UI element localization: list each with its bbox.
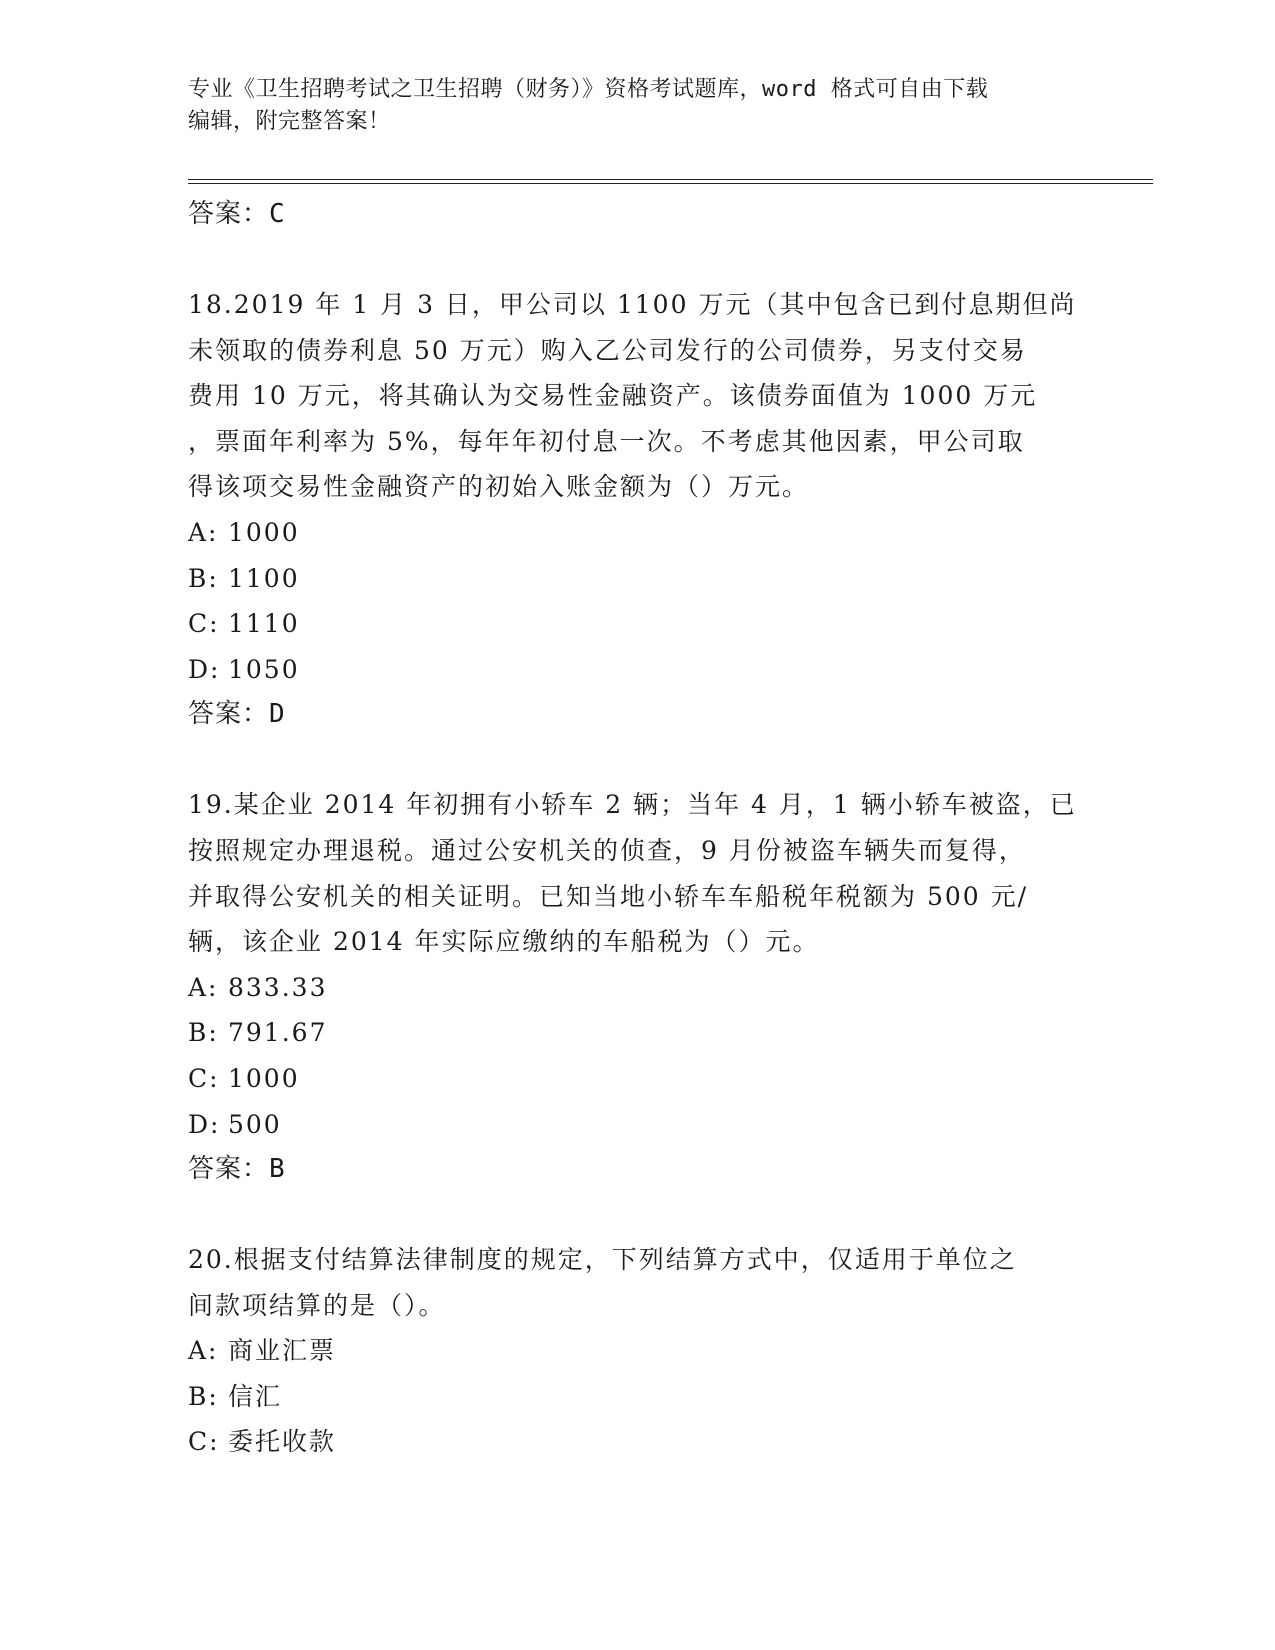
question-text-line: 未领取的债券利息 50 万元）购入乙公司发行的公司债券，另支付交易: [188, 335, 1027, 365]
document-header: [188, 74, 1088, 138]
option-text: 1100: [228, 563, 300, 593]
option-letter: B:: [188, 563, 219, 593]
option-letter: C:: [188, 609, 220, 639]
option-b: [188, 1010, 1088, 1056]
option-a: [188, 1328, 1088, 1374]
option-d: [188, 647, 1088, 693]
option-letter: D:: [188, 1109, 221, 1139]
question-text-line: 费用 10 万元，将其确认为交易性金融资产。该债券面值为 1000 万元: [188, 381, 1038, 411]
option-text: 1000: [228, 1063, 300, 1093]
option-letter: D:: [188, 654, 221, 684]
option-c: [188, 601, 1088, 647]
question-19: [188, 782, 1088, 1192]
option-text: 500: [228, 1109, 282, 1139]
question-text-line: 19.某企业 2014 年初拥有小轿车 2 辆；当年 4 月，1 辆小轿车被盗，已: [188, 790, 1077, 820]
option-letter: B:: [188, 1381, 219, 1411]
option-letter: C:: [188, 1427, 220, 1457]
question-text-line: 并取得公安机关的相关证明。已知当地小轿车车船税年税额为 500 元/: [188, 881, 1029, 911]
question-text-line: 18.2019 年 1 月 3 日，甲公司以 1100 万元（其中包含已到付息期但尚: [188, 290, 1077, 319]
header-line-1: 专业《卫生招聘考试之卫生招聘（财务）》资格考试题库，word 格式可自由下载: [188, 77, 989, 102]
header-line-2: 编辑，附完整答案！: [188, 109, 391, 134]
question-20: [188, 1237, 1088, 1465]
option-text: 1000: [228, 517, 300, 547]
option-d: [188, 1102, 1088, 1148]
option-text: 信汇: [228, 1381, 283, 1411]
option-b: [188, 1374, 1088, 1420]
option-text: 1050: [228, 654, 300, 684]
option-c: [188, 1056, 1088, 1102]
question-text-line: 辆，该企业 2014 年实际应缴纳的车船税为（）元。: [188, 927, 820, 957]
option-letter: A:: [188, 517, 219, 547]
header-divider-thick: [188, 179, 1153, 180]
option-text: 791.67: [228, 1018, 328, 1048]
option-text: 商业汇票: [228, 1336, 337, 1366]
option-a: [188, 965, 1088, 1011]
question-18: [188, 282, 1088, 737]
question-list: [188, 192, 1088, 1465]
option-c: [188, 1419, 1088, 1465]
header-divider-thin: [188, 183, 1153, 184]
question-text-line: ，票面年利率为 5%，每年年初付息一次。不考虑其他因素，甲公司取: [188, 426, 1025, 456]
answer-line: 答案：D: [188, 699, 286, 730]
question-text-line: 间款项结算的是（）。: [188, 1290, 446, 1320]
option-text: 委托收款: [228, 1427, 337, 1457]
option-b: [188, 556, 1088, 602]
option-letter: C:: [188, 1063, 220, 1093]
question-text-line: 按照规定办理退税。通过公安机关的侦查，9 月份被盗车辆失而复得，: [188, 835, 1026, 865]
option-letter: B:: [188, 1018, 219, 1048]
answer-line: 答案：B: [188, 1154, 286, 1185]
option-text: 833.33: [228, 972, 328, 1002]
option-letter: A:: [188, 1336, 219, 1366]
option-letter: A:: [188, 972, 219, 1002]
question-text-line: 得该项交易性金融资产的初始入账金额为（）万元。: [188, 472, 810, 502]
option-text: 1110: [228, 609, 300, 639]
answer-line: 答案：C: [188, 199, 286, 229]
option-a: [188, 510, 1088, 556]
question-text-line: 20.根据支付结算法律制度的规定，下列结算方式中，仅适用于单位之: [188, 1245, 1017, 1275]
